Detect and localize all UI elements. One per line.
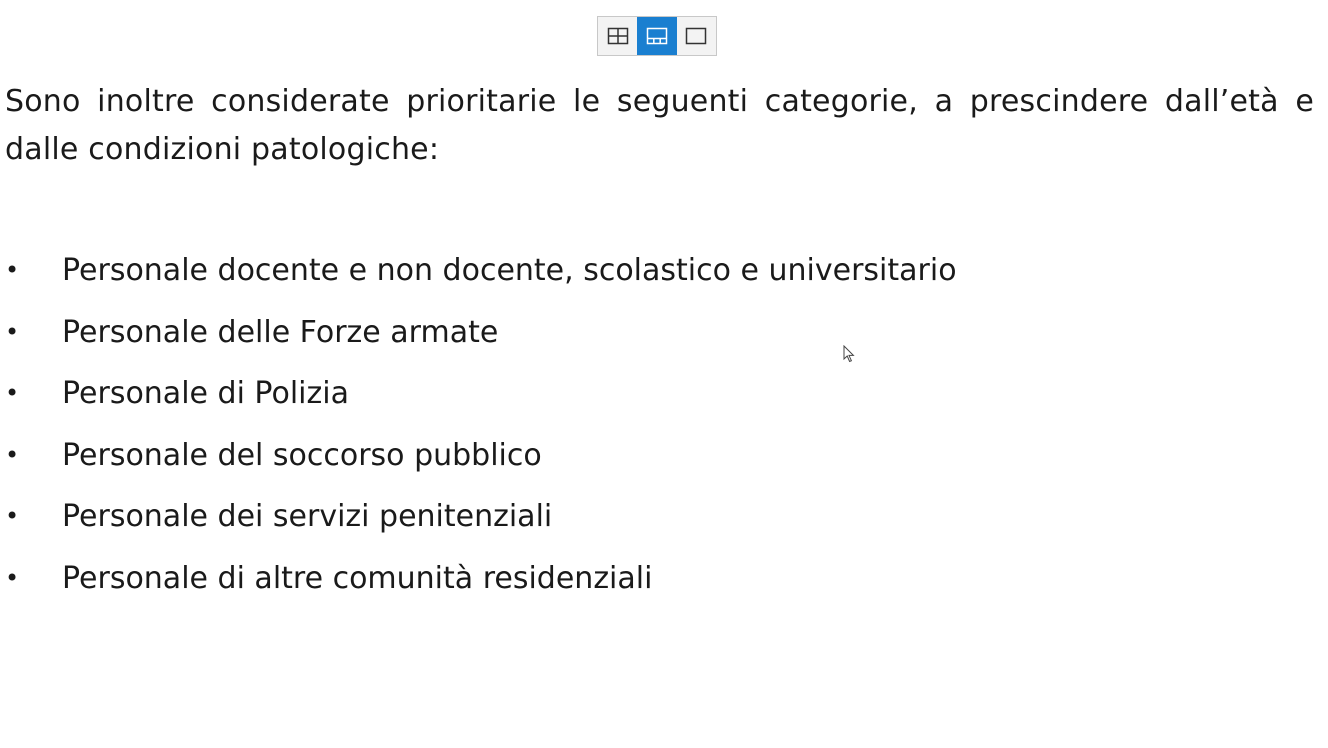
list-item-label: Personale di altre comunità residenziali <box>62 560 653 596</box>
list-item-label: Personale di Polizia <box>62 376 349 412</box>
single-view-icon <box>685 27 707 45</box>
slide-content <box>5 78 1314 596</box>
list-item-label: Personale docente e non docente, scolastico e universitario <box>62 253 957 288</box>
bullet-icon: • <box>5 440 20 469</box>
mouse-pointer-icon <box>843 345 855 363</box>
grid-view-button[interactable] <box>598 17 637 55</box>
list-item <box>5 240 1105 302</box>
bullet-icon: • <box>5 256 20 284</box>
list-item <box>5 486 1105 548</box>
intro-paragraph: Sono inoltre considerate prioritarie le seguenti categorie, a prescindere dall’età e dalle condizioni patologiche: <box>5 84 1314 167</box>
list-item <box>5 363 1105 425</box>
filmstrip-view-icon <box>646 27 668 45</box>
list-item-label: Personale delle Forze armate <box>62 314 499 350</box>
view-switcher <box>597 16 717 56</box>
list-item-label: Personale dei servizi penitenziali <box>62 499 553 535</box>
bullet-icon: • <box>5 563 20 592</box>
list-item <box>5 302 1105 364</box>
grid-view-icon <box>607 27 629 45</box>
single-view-button[interactable] <box>677 17 716 55</box>
list-item <box>5 548 1105 610</box>
bullet-icon: • <box>5 379 20 408</box>
list-item <box>5 425 1105 487</box>
list-item-label: Personale del soccorso pubblico <box>62 437 542 473</box>
priority-categories-list <box>5 240 1105 610</box>
bullet-icon: • <box>5 502 20 531</box>
bullet-icon: • <box>5 317 20 346</box>
filmstrip-view-button[interactable] <box>637 17 676 55</box>
